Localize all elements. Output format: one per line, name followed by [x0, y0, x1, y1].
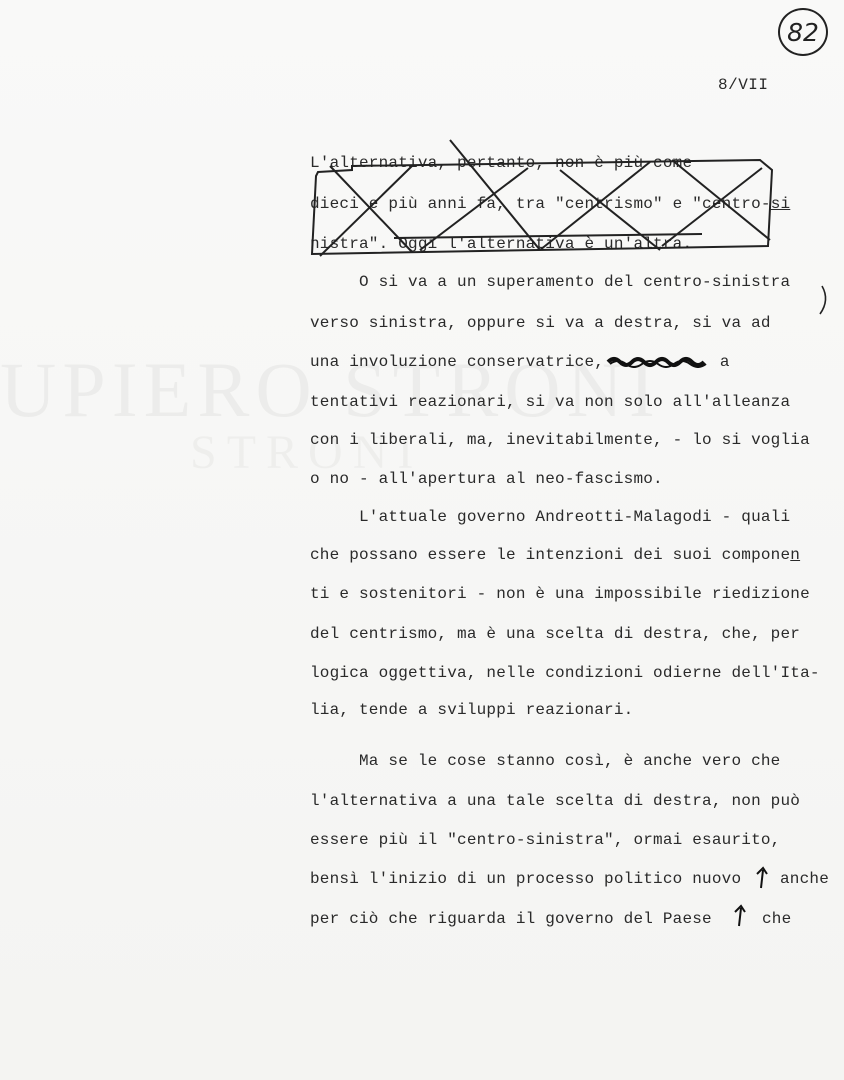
para3-line-3: essere più il "centro-sinistra", ormai esaurito, — [310, 831, 781, 849]
para1-line-3-tail: a — [710, 353, 730, 371]
cross-out-x-2 — [420, 140, 540, 250]
para2-line-2 — [310, 546, 800, 564]
crossed-line-3: nistra". Oggi l'alternativa è un'altra. — [310, 235, 693, 253]
crossed-line-1: L'alternativa, pertanto, non è più come — [310, 154, 693, 172]
para2-line-4: del centrismo, ma è una scelta di destra, che, per — [310, 625, 801, 643]
para1-line-2: verso sinistra, oppure si va a destra, si va ad — [310, 314, 771, 332]
insert-mark-2 — [735, 906, 745, 926]
para1-line-3-text: una involuzione conservatrice, — [310, 353, 605, 371]
para3-line-2: l'alternativa a una tale scelta di destra, non può — [310, 792, 801, 810]
para2-line-2-underlined: n — [790, 546, 801, 564]
para2-line-3: ti e sostenitori - non è una impossibile riedizione — [310, 585, 810, 603]
cross-out-x-1 — [320, 166, 412, 256]
para3-line-1: Ma se le cose stanno così, è anche vero che — [310, 752, 781, 770]
cross-out-x-4 — [662, 160, 770, 246]
para1-line-6: o no - all'apertura al neo-fascismo. — [310, 470, 663, 488]
insert-mark-1 — [757, 868, 767, 888]
scribbled-out-word — [604, 356, 710, 368]
para2-line-6: lia, tende a sviluppi reazionari. — [310, 701, 634, 719]
para2-line-2-text: che possano essere le intenzioni dei suoi compone — [310, 546, 791, 564]
page-reference: 8/VII — [718, 76, 769, 94]
para3-line-5: per ciò che riguarda il governo del Paese — [310, 910, 712, 928]
para1-line-1: O si va a un superamento del centro-sinistra — [310, 273, 791, 291]
para1-line-4: tentativi reazionari, si va non solo all'alleanza — [310, 393, 791, 411]
page-number: 82 — [787, 18, 819, 47]
cross-out-box — [312, 160, 772, 254]
para3-line-4-tail: anche — [780, 870, 830, 888]
para2-line-1: L'attuale governo Andreotti-Malagodi - quali — [310, 508, 791, 526]
para3-line-5-tail: che — [762, 910, 792, 928]
crossed-line-2-underlined: si — [770, 195, 791, 213]
paren-mark — [820, 286, 826, 314]
para1-line-3 — [310, 353, 730, 371]
para2-line-5: logica oggettiva, nelle condizioni odierne dell'Ita- — [310, 664, 820, 682]
para1-line-5: con i liberali, ma, inevitabilmente, - lo si voglia — [310, 431, 810, 449]
crossed-line-2-text: dieci e più anni fa, tra "centrismo" e "centro- — [310, 195, 771, 213]
para3-line-4: bensì l'inizio di un processo politico nuovo — [310, 870, 742, 888]
